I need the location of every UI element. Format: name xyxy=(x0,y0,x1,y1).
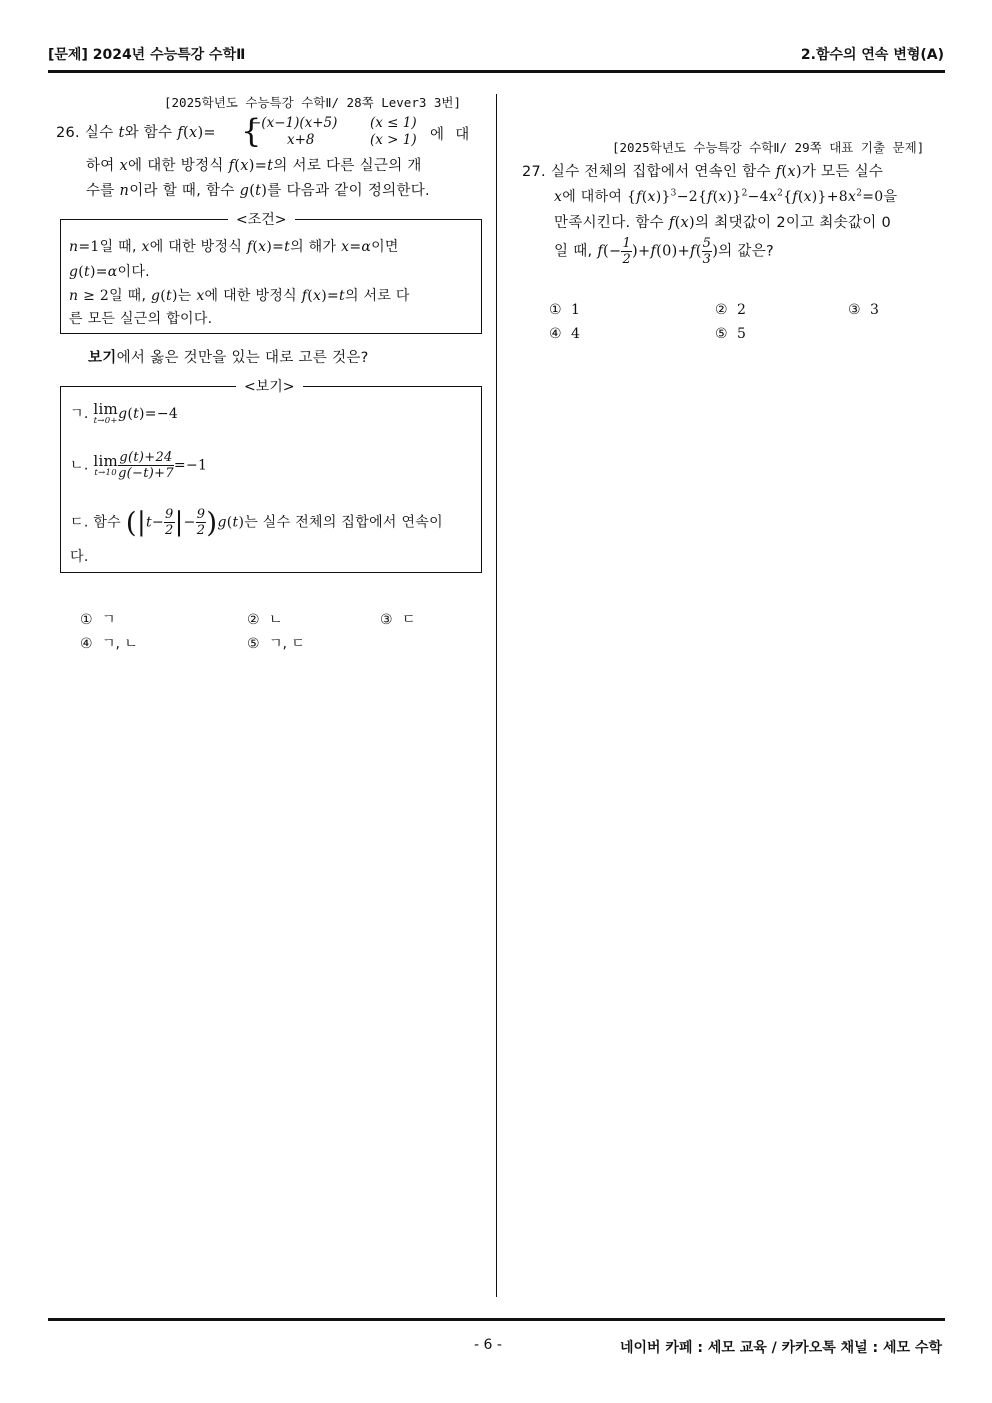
header-right: 2.함수의 연속 변형(A) xyxy=(800,47,944,63)
footer-rule xyxy=(48,1318,945,1321)
q27-choice-2[interactable]: ② 2 xyxy=(715,302,746,318)
condition-line-1: n=1일 때, x에 대한 방정식 f(x)=t의 해가 x=α이면 xyxy=(69,239,399,255)
q26-choice-4[interactable]: ④ ㄱ, ㄴ xyxy=(80,636,138,652)
piece2-expr: x+8 xyxy=(287,132,315,148)
q27-number: 27. xyxy=(522,164,546,180)
piece2-cond: (x > 1) xyxy=(370,132,417,148)
bogi-item-2: ㄴ. lim t→10 $\frac{g(t)+24}{g(-t)+7}$ =−1 xyxy=(70,450,208,481)
q27-stem-line-3: 만족시킨다. 함수 f(x)의 최댓값이 2이고 최솟값이 0 xyxy=(554,215,892,231)
footer-text: 네이버 카페 : 세모 교육 / 카카오톡 채널 : 세모 수학 xyxy=(619,1340,942,1356)
q26-stem-line-2: 하여 x에 대한 방정식 f(x)=t의 서로 다른 실근의 개 xyxy=(86,158,422,174)
header-rule xyxy=(48,70,945,73)
q26-prompt: 보기에서 옳은 것만을 있는 대로 고른 것은? xyxy=(88,350,369,366)
q27-choice-4[interactable]: ④ 4 xyxy=(549,326,580,342)
condition-line-2: g(t)=α이다. xyxy=(69,264,150,280)
piece1-cond: (x ≤ 1) xyxy=(370,115,417,131)
q27-stem-line-2: x에 대하여 $\{f(x)\}^3-2\{f(x)\}^2-4x^2\{f(x)\}+8x^2=0$을 xyxy=(554,188,898,205)
q27-choice-1[interactable]: ① 1 xyxy=(549,302,580,318)
column-divider xyxy=(496,94,497,1297)
q26-number: 26. xyxy=(56,125,80,141)
bogi-item-1: ㄱ. lim t→0+ g(t)=−4 xyxy=(70,400,179,426)
q26-choice-5[interactable]: ⑤ ㄱ, ㄷ xyxy=(247,636,305,652)
q26-stem-line-1: 26. 실수 t와 함수 f(x)= xyxy=(56,125,216,141)
q26-choice-3[interactable]: ③ ㄷ xyxy=(380,612,416,628)
q27-stem-line-1: 27. 실수 전체의 집합에서 연속인 함수 f(x)가 모든 실수 xyxy=(522,164,884,180)
condition-title: <조건> xyxy=(228,209,295,229)
piecewise-brace: { xyxy=(241,112,262,150)
bogi-item-3-end: 다. xyxy=(70,549,89,565)
header-left: [문제] 2024년 수능특강 수학Ⅱ xyxy=(48,47,246,63)
q26-choice-1[interactable]: ① ㄱ xyxy=(80,612,116,628)
q27-stem-line-4: 일 때, f(− $\frac{1}{2}$ )+f(0)+f( $\frac{5}{3}$ )의 값은? xyxy=(554,236,775,267)
q27-source: [2025학년도 수능특강 수학Ⅱ/ 29쪽 대표 기출 문제] xyxy=(612,140,925,155)
bogi-title: <보기> xyxy=(236,376,303,396)
q27-choice-5[interactable]: ⑤ 5 xyxy=(715,326,746,342)
q26-source: [2025학년도 수능특강 수학Ⅱ/ 28쪽 Lever3 3번] xyxy=(164,95,462,110)
bogi-item-3: ㄷ. 함수 (|t− $\frac{9}{2}$ |− $\frac{9}{2}$ )g(t)는 실수 전체의 집합에서 연속이 xyxy=(70,506,443,539)
condition-line-3: n ≥ 2일 때, g(t)는 x에 대한 방정식 f(x)=t의 서로 다 xyxy=(69,288,410,304)
q27-choice-3[interactable]: ③ 3 xyxy=(848,302,879,318)
q26-choice-2[interactable]: ② ㄴ xyxy=(247,612,283,628)
piece1-expr: −(x−1)(x+5) xyxy=(250,115,338,131)
q26-stem-line-3: 수를 n이라 할 때, 함수 g(t)를 다음과 같이 정의한다. xyxy=(86,183,430,199)
condition-line-4: 른 모든 실근의 합이다. xyxy=(69,311,213,327)
q26-stem-tail-1: 에 대 xyxy=(430,127,470,143)
page-number: - 6 - xyxy=(474,1337,502,1353)
